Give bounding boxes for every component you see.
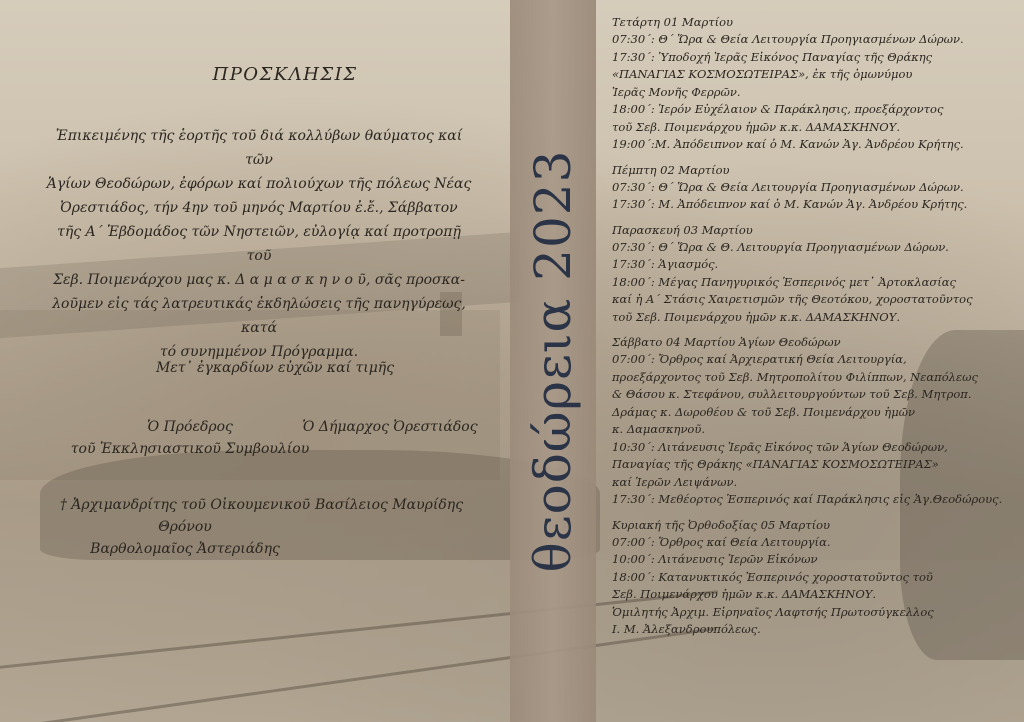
program-line: 17:30΄: Ὑποδοχή Ἱερᾶς Εἰκόνος Παναγίας τῆς Θράκης	[612, 49, 933, 64]
president-title: Ὁ Πρόεδρος	[147, 419, 233, 435]
archimandrite-name: Βαρθολομαῖος Ἀστεριάδης	[90, 541, 280, 557]
program-line: 18:00΄: Μέγας Πανηγυρικός Ἑσπερινός μετ᾿ Ἀρτοκλασίας	[612, 274, 956, 289]
program-line: καί Ἱερῶν Λειψάνων.	[612, 474, 738, 489]
intro-line: τῆς Α΄ Ἑβδομάδος τῶν Νηστειῶν, εὐλογίᾳ καί προτροπῇ τοῦ	[57, 224, 461, 264]
program-day	[612, 162, 1012, 214]
program-line: 07:00΄: Ὄρθρος καί Θεία Λειτουργία.	[612, 534, 831, 549]
program-column	[612, 14, 1012, 647]
invitation-intro	[44, 124, 474, 364]
program-line: Ἱερᾶς Μονῆς Φερρῶν.	[612, 84, 741, 99]
band-title: θεοδώρεια 2023	[524, 149, 582, 573]
program-line: «ΠΑΝΑΓΙΑΣ ΚΟΣΜΟΣΩΤΕΙΡΑΣ», ἐκ τῆς ὁμωνύμου	[612, 67, 913, 81]
invitation-title: ΠΡΟΣΚΛΗΣΙΣ	[212, 64, 358, 85]
intro-line: Ἐπικειμένης τῆς ἑορτῆς τοῦ διά κολλύβων θαύματος καί τῶν	[55, 128, 463, 168]
program-line: τοῦ Σεβ. Ποιμενάρχου ἡμῶν κ.κ. ΔΑΜΑΣΚΗΝΟΥ.	[612, 119, 900, 134]
program-line: 07:30΄: Θ΄ Ὥρα & Θεία Λειτουργία Προηγιασμένων Δώρων.	[612, 32, 964, 46]
program-line: 07:30΄: Θ΄ Ὥρα & Θεία Λειτουργία Προηγιασμένων Δώρων.	[612, 179, 964, 194]
intro-line: Σεβ. Ποιμενάρχου μας κ. Δ α μ α σ κ η ν ο ῦ, σᾶς προσκα-	[53, 272, 465, 288]
president-council: τοῦ Ἐκκλησιαστικοῦ Συμβουλίου	[70, 441, 310, 457]
wishes-line: Μετ᾿ ἐγκαρδίων εὐχῶν καί τιμῆς	[155, 360, 395, 376]
day-title: Κυριακή τῆς Ὀρθοδοξίας 05 Μαρτίου	[612, 517, 831, 532]
signature-archimandrite	[40, 494, 330, 560]
day-title: Σάββατο 04 Μαρτίου Ἁγίων Θεοδώρων	[612, 335, 841, 349]
program-day	[612, 222, 1012, 327]
intro-line: Ὀρεστιάδος, τήν 4ην τοῦ μηνός Μαρτίου ἐ.ἔ., Σάββατον	[60, 200, 458, 216]
program-line: Δράμας κ. Δωροθέου & τοῦ Σεβ. Ποιμενάρχου ἡμῶν	[612, 404, 916, 419]
day-title: Πέμπτη 02 Μαρτίου	[612, 162, 730, 177]
program-line: τοῦ Σεβ. Ποιμενάρχου ἡμῶν κ.κ. ΔΑΜΑΣΚΗΝΟΥ.	[612, 309, 900, 324]
program-line: & Θάσου κ. Στεφάνου, συλλειτουργούντων τοῦ Σεβ. Μητροπ.	[612, 387, 972, 401]
program-line: 19:00΄:Μ. Ἀπόδειπνον καί ὁ Μ. Κανών Ἁγ. Ἀνδρέου Κρήτης.	[612, 137, 964, 151]
mayor-title: Ὁ Δήμαρχος Ὀρεστιάδος	[302, 419, 478, 435]
day-title: Τετάρτη 01 Μαρτίου	[612, 15, 734, 29]
signature-mayor-name	[314, 494, 464, 516]
program-line: Παναγίας τῆς Θράκης «ΠΑΝΑΓΙΑΣ ΚΟΣΜΟΣΩΤΕΙΡΑΣ»	[612, 457, 939, 471]
program-line: 17:30΄: Μ. Ἀπόδειπνον καί ὁ Μ. Κανών Ἁγ. Ἀνδρέου Κρήτης.	[612, 197, 968, 211]
intro-line: Ἁγίων Θεοδώρων, ἐφόρων καί πολιούχων τῆς πόλεως Νέας	[46, 176, 472, 192]
program-line: 07:00΄: Ὄρθρος καί Ἀρχιερατική Θεία Λειτουργία,	[612, 352, 907, 366]
archimandrite-title: † Ἀρχιμανδρίτης τοῦ Οἰκουμενικοῦ Θρόνου	[59, 497, 311, 535]
program-line: 18:00΄: Ἱερόν Εὐχέλαιον & Παράκλησις, προεξάρχοντος	[612, 102, 944, 116]
program-line: 18:00΄: Κατανυκτικός Ἑσπερινός χοροστατοῦντος τοῦ	[612, 569, 933, 584]
intro-line: τό συνημμένον Πρόγραμμα.	[159, 344, 359, 360]
day-title: Παρασκευή 03 Μαρτίου	[612, 222, 753, 237]
program-line: 10:30΄: Λιτάνευσις Ἱερᾶς Εἰκόνος τῶν Ἁγίων Θεοδώρων,	[612, 439, 948, 454]
program-line: προεξάρχοντος τοῦ Σεβ. Μητροπολίτου Φιλίππων, Νεαπόλεως	[612, 369, 978, 384]
program-line: Ὁμιλητής Ἀρχιμ. Εἰρηναῖος Λαφτσής Πρωτοσύγκελλος	[612, 604, 934, 619]
signature-president	[60, 416, 320, 460]
program-line: κ. Δαμασκηνοῦ.	[612, 422, 706, 436]
program-line: 07:30΄: Θ΄ Ὥρα & Θ. Λειτουργία Προηγιασμένων Δώρων.	[612, 239, 949, 254]
program-line: Ι. Μ. Ἀλεξανδρουπόλεως.	[612, 622, 761, 636]
program-line: 17:30΄: Μεθέορτος Ἑσπερινός καί Παράκλησις εἰς Ἁγ.Θεοδώρους.	[612, 492, 1003, 506]
program-line: καί ἡ Α΄ Στάσις Χαιρετισμῶν τῆς Θεοτόκου, χοροστατοῦντος	[612, 292, 973, 306]
program-day	[612, 334, 1012, 509]
program-line: 10:00΄: Λιτάνευσις Ἱερῶν Εἰκόνων	[612, 552, 818, 566]
intro-line: λοῦμεν εἰς τάς λατρευτικάς ἐκδηλώσεις τῆς πανηγύρεως, κατά	[52, 296, 466, 336]
program-line: 17:30΄: Ἁγιασμός.	[612, 257, 719, 271]
program-line: Σεβ. Ποιμενάρχου ἡμῶν κ.κ. ΔΑΜΑΣΚΗΝΟΥ.	[612, 587, 877, 601]
program-day	[612, 14, 1012, 154]
program-day	[612, 517, 1012, 639]
signature-mayor	[300, 416, 480, 438]
mayor-name: Βασίλειος Μαυρίδης	[314, 497, 464, 513]
